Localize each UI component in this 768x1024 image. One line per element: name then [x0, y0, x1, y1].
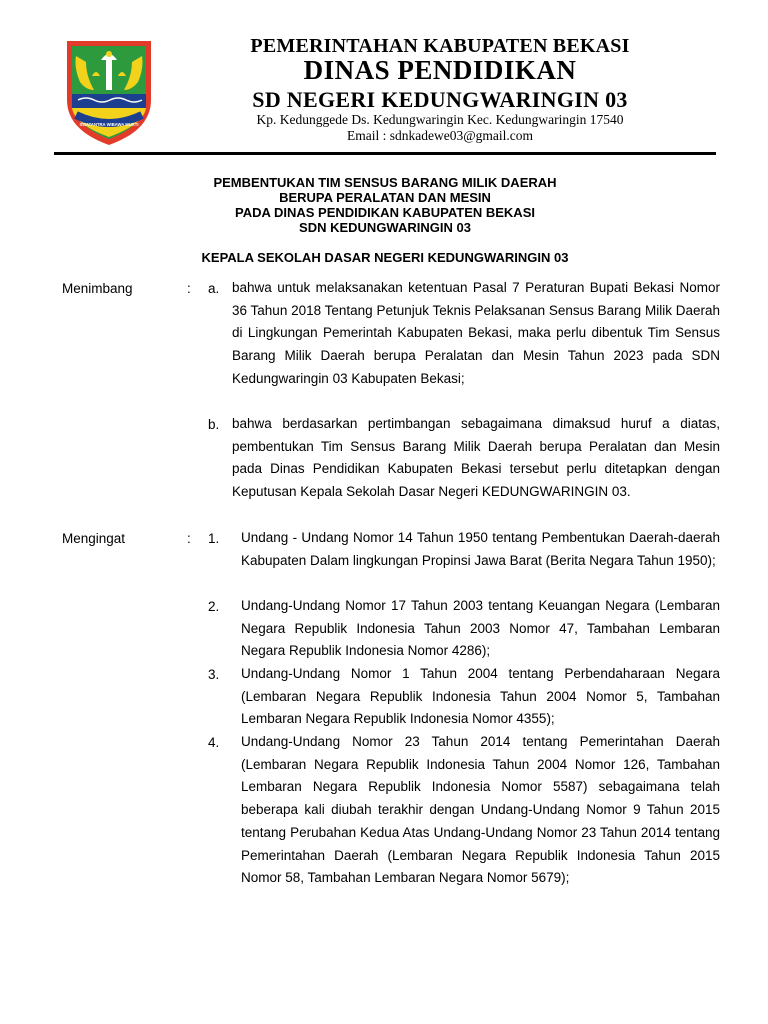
school-email: Email : sdnkadewe03@gmail.com — [346, 128, 533, 143]
item-mark: 3. — [208, 667, 220, 682]
item-mark: 2. — [208, 599, 220, 614]
menimbang-item-a: bahwa untuk melaksanakan ketentuan Pasal 7 Peraturan Bupati Bekasi Nomor 36 Tahun 2018 Tentang Petunjuk Teknis Pelaksanan Sensus Barang Milik Daerah di Lingkungan Pemerintah Kabupaten Bekasi, maka perlu dibentuk Tim Sensus Barang Milik Daerah berupa Peralatan dan Mesin Tahun 2023 pada SDN Kedungwaringin 03 Kabupaten Bekasi; — [232, 280, 720, 386]
school-name: SD NEGERI KEDUNGWARINGIN 03 — [252, 87, 628, 112]
title-line: SDN KEDUNGWARINGIN 03 — [299, 220, 471, 235]
item-mark: a. — [208, 281, 220, 296]
letterhead — [0, 0, 768, 160]
menimbang-label: Menimbang — [62, 281, 133, 296]
letterhead-divider — [54, 152, 716, 155]
mengingat-item-3: Undang-Undang Nomor 1 Tahun 2004 tentang Perbendaharaan Negara (Lembaran Negara Republik Indonesia Tahun 2004 Nomor 5, Tambahan Lembaran Negara Republik Indonesia Nomor 4355); — [241, 666, 720, 727]
emblem-motto: SWATANTRA WIBAWA MUKTI — [79, 122, 139, 127]
menimbang-item-b: bahwa berdasarkan pertimbangan sebagaimana dimaksud huruf a diatas, pembentukan Tim Sensus Barang Milik Daerah berupa Peralatan dan Mesin pada Dinas Pendidikan Kabupaten Bekasi tersebut perlu ditetapkan dengan Keputusan Kepala Sekolah Dasar Negeri KEDUNGWARINGIN 03. — [232, 416, 720, 500]
mengingat-item-2: Undang-Undang Nomor 17 Tahun 2003 tentang Keuangan Negara (Lembaran Negara Republik Indonesia Tahun 2003 Nomor 47, Tambahan Lembaran Negara Republik Indonesia Nomor 4286); — [241, 598, 720, 659]
bekasi-regency-emblem-icon — [64, 38, 154, 148]
mengingat-label: Mengingat — [62, 531, 126, 546]
title-line: PEMBENTUKAN TIM SENSUS BARANG MILIK DAERAH — [213, 175, 557, 190]
school-address: Kp. Kedunggede Ds. Kedungwaringin Kec. Kedungwaringin 17540 — [256, 112, 624, 127]
title-line: BERUPA PERALATAN DAN MESIN — [279, 190, 491, 205]
menimbang-colon: : — [187, 281, 191, 296]
item-mark: 1. — [208, 531, 220, 546]
mengingat-item-1: Undang - Undang Nomor 14 Tahun 1950 tentang Pembentukan Daerah-daerah Kabupaten Dalam lingkungan Propinsi Jawa Barat (Berita Negara Tahun 1950); — [241, 530, 720, 568]
mengingat-colon: : — [187, 531, 191, 546]
government-name: PEMERINTAHAN KABUPATEN BEKASI — [250, 35, 630, 57]
document-subtitle: KEPALA SEKOLAH DASAR NEGERI KEDUNGWARINGIN 03 — [201, 250, 569, 265]
item-mark: 4. — [208, 735, 220, 750]
item-mark: b. — [208, 417, 220, 432]
agency-name: DINAS PENDIDIKAN — [303, 55, 577, 85]
mengingat-item-4: Undang-Undang Nomor 23 Tahun 2014 tentang Pemerintahan Daerah (Lembaran Negara Republik Indonesia Tahun 2004 Nomor 126, Tambahan Lembaran Negara Republik Indonesia Nomor 5587) sebagaimana telah beberapa kali diubah terakhir dengan Undang-Undang Nomor 9 Tahun 2015 tentang Perubahan Kedua Atas Undang-Undang Nomor 23 Tahun 2014 tentang Pemerintahan Daerah (Lembaran Negara Republik Indonesia Tahun 2015 Nomor 58, Tambahan Lembaran Negara Nomor 5679); — [241, 734, 720, 886]
document-title — [54, 175, 716, 235]
title-line: PADA DINAS PENDIDIKAN KABUPATEN BEKASI — [235, 205, 535, 220]
